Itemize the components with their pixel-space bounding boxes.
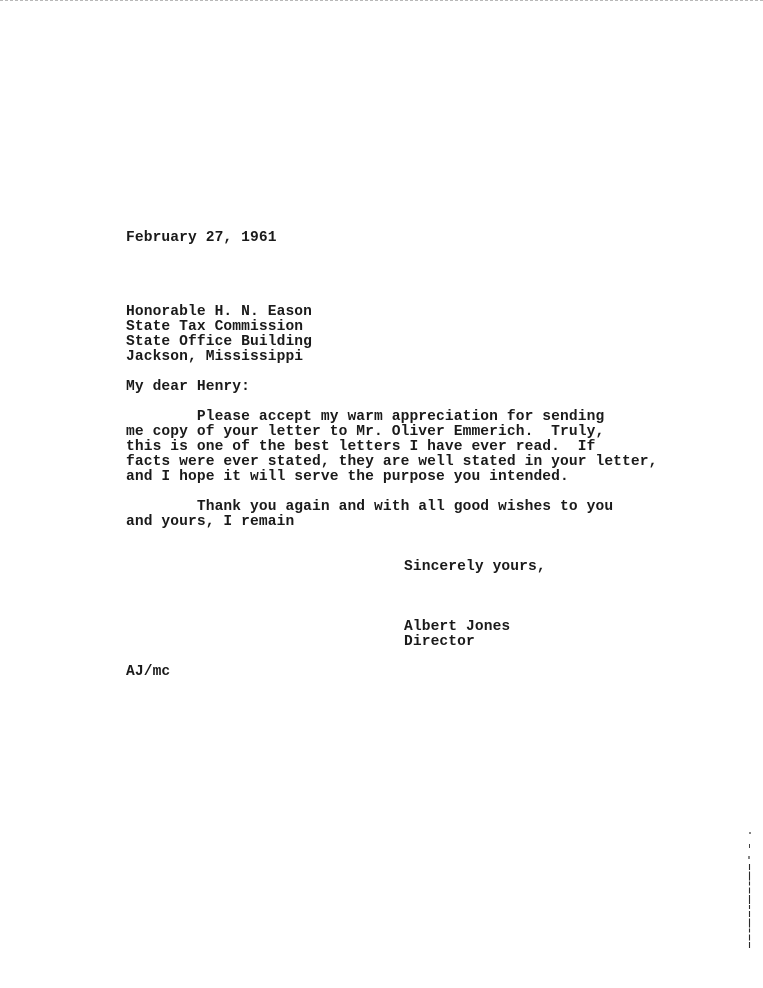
letter-date: February 27, 1961	[126, 230, 277, 246]
body-line-2: me copy of your letter to Mr. Oliver Emmerich. Truly,	[126, 424, 605, 440]
body-line-7: and yours, I remain	[126, 514, 295, 530]
body-line-4: facts were ever stated, they are well stated in your letter,	[126, 454, 658, 470]
body-line-3: this is one of the best letters I have ever read. If	[126, 439, 596, 455]
signer-name: Albert Jones	[404, 619, 511, 635]
closing: Sincerely yours,	[404, 559, 546, 575]
body-line-6: Thank you again and with all good wishes to you	[126, 499, 614, 515]
body-line-5: and I hope it will serve the purpose you intended.	[126, 469, 569, 485]
recipient-line-4: Jackson, Mississippi	[126, 349, 304, 365]
edge-scan-marks	[746, 830, 752, 950]
recipient-line-3: State Office Building	[126, 334, 313, 350]
recipient-line-2: State Tax Commission	[126, 319, 304, 335]
reference-initials: AJ/mc	[126, 664, 171, 680]
recipient-line-1: Honorable H. N. Eason	[126, 304, 313, 320]
salutation: My dear Henry:	[126, 379, 251, 395]
body-line-1: Please accept my warm appreciation for sending	[126, 409, 605, 425]
signer-title: Director	[404, 634, 475, 650]
page-top-edge	[0, 0, 763, 1]
